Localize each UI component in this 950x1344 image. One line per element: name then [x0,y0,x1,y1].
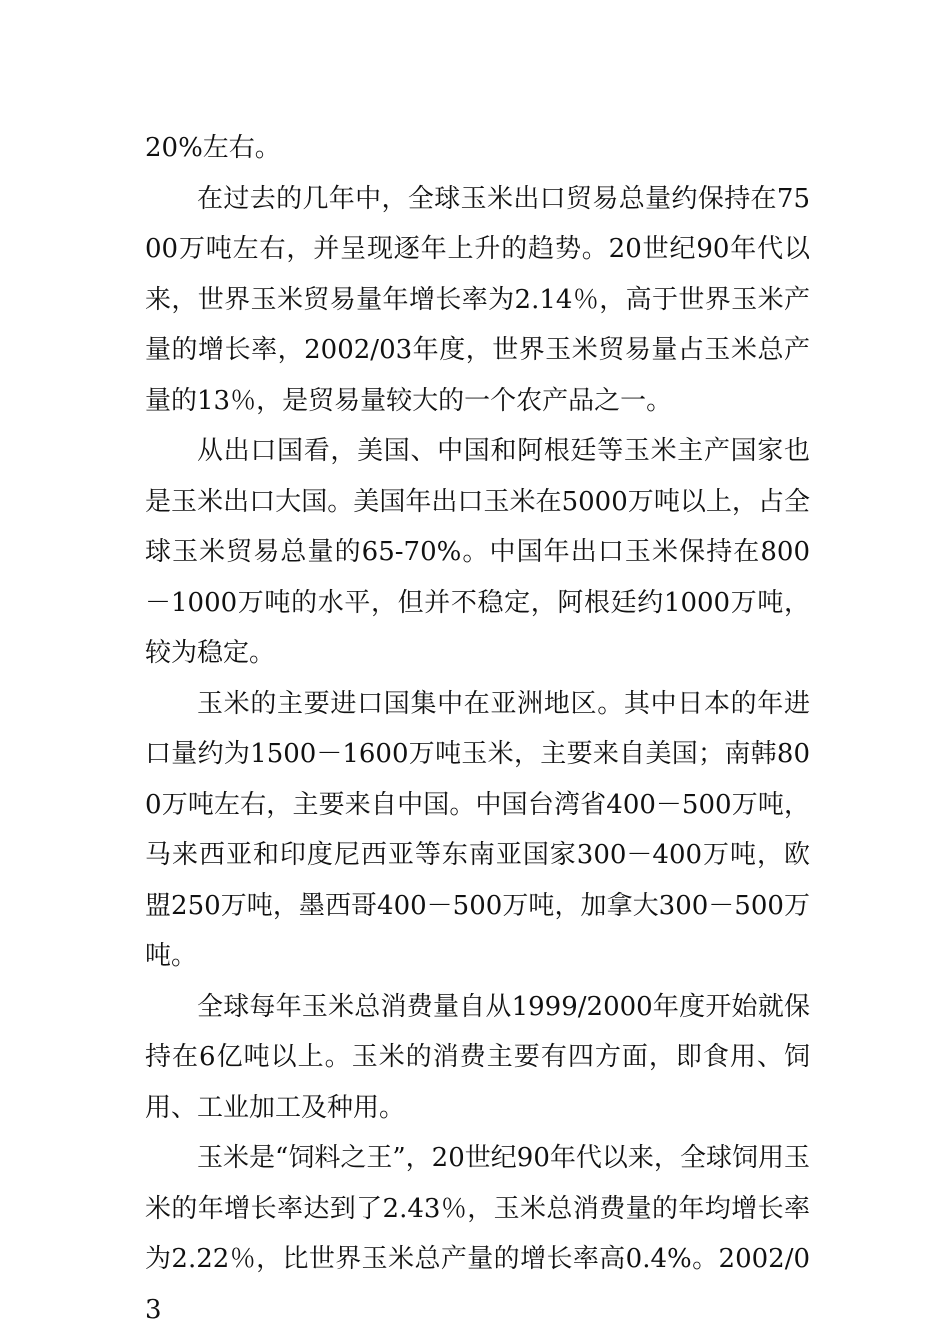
paragraph-2: 在过去的几年中，全球玉米出口贸易总量约保持在7500万吨左右，并呈现逐年上升的趋势。20世纪90年代以来，世界玉米贸易量年增长率为2.14％，高于世界玉米产量的增长率，2002/03年度，世界玉米贸易量占玉米总产量的13％，是贸易量较大的一个农产品之一。 [145,183,810,416]
paragraph-1: 20%左右。 [145,133,281,163]
paragraph-6: 玉米是“饲料之王”，20世纪90年代以来，全球饲用玉米的年增长率达到了2.43％，玉米总消费量的年均增长率为2.22％，比世界玉米总产量的增长率高0.4%。2002/03 [145,1143,810,1325]
paragraph-4: 玉米的主要进口国集中在亚洲地区。其中日本的年进口量约为1500－1600万吨玉米，主要来自美国；南韩800万吨左右，主要来自中国。中国台湾省400－500万吨，马来西亚和印度尼西亚等东南亚国家300－400万吨，欧盟250万吨，墨西哥400－500万吨，加拿大300－500万吨。 [145,688,810,971]
body-text [145,123,810,1335]
paragraph-5: 全球每年玉米总消费量自从1999/2000年度开始就保持在6亿吨以上。玉米的消费主要有四方面，即食用、饲用、工业加工及种用。 [145,991,810,1123]
paragraph-3: 从出口国看，美国、中国和阿根廷等玉米主产国家也是玉米出口大国。美国年出口玉米在5000万吨以上，占全球玉米贸易总量的65-70%。中国年出口玉米保持在800－1000万吨的水平，但并不稳定，阿根廷约1000万吨，较为稳定。 [145,436,810,668]
